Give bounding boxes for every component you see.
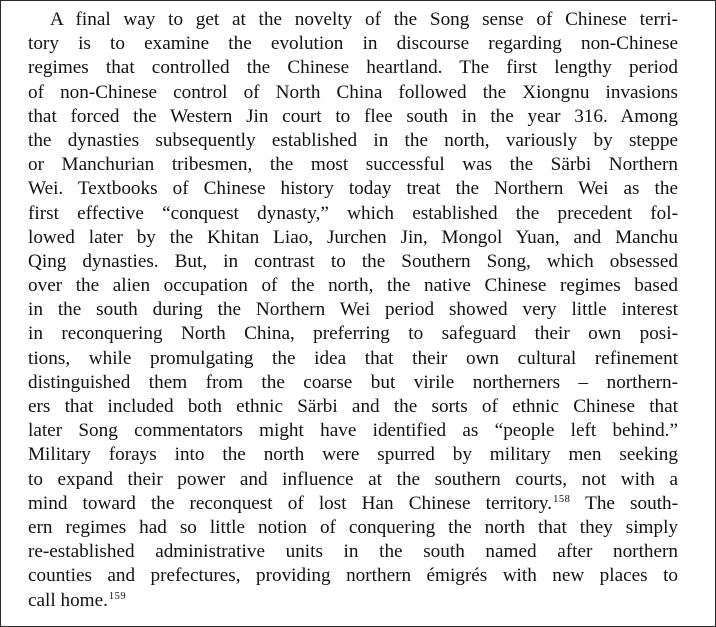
text-line: in the south during the Northern Wei period showed very little interest — [28, 299, 678, 321]
text-line: the dynasties subsequently established in the north, variously by steppe — [28, 129, 678, 151]
text-line: later Song commentators might have identified as “people left behind.” — [28, 420, 678, 442]
text-line-with-footnote — [28, 589, 678, 613]
text-line: regimes that controlled the Chinese heartland. The first lengthy period — [28, 57, 678, 79]
text-line: ers that included both ethnic Särbi and the sorts of ethnic Chinese that — [28, 396, 678, 417]
text-line: over the alien occupation of the north, the native Chinese regimes based — [28, 275, 678, 297]
text-line: distinguished them from the coarse but virile northerners – northern- — [28, 371, 678, 393]
line-text-before-footnote: mind toward the reconquest of lost Han Chinese territory. — [28, 492, 553, 514]
text-line: re-established administrative units in the south named after northern — [28, 541, 678, 563]
text-line: to expand their power and influence at the southern courts, not with a — [28, 468, 678, 490]
text-line: first effective “conquest dynasty,” which established the precedent fol- — [28, 202, 678, 224]
text-line-with-footnote — [28, 492, 678, 516]
text-line: Wei. Textbooks of Chinese history today treat the Northern Wei as the — [28, 178, 678, 200]
text-line: tory is to examine the evolution in discourse regarding non-Chinese — [28, 33, 678, 55]
text-line: A final way to get at the novelty of the Song sense of Chinese terri- — [50, 9, 678, 30]
text-line: lowed later by the Khitan Liao, Jurchen Jin, Mongol Yuan, and Manchu — [28, 226, 678, 248]
text-line: counties and prefectures, providing northern émigrés with new places to — [28, 565, 678, 587]
footnote-marker-158[interactable]: 158 — [553, 493, 571, 505]
text-line: Qing dynasties. But, in contrast to the Southern Song, which obsessed — [28, 250, 678, 272]
line-text-after-footnote: The south- — [570, 492, 679, 514]
text-line: tions, while promulgating the idea that their own cultural refinement — [28, 347, 678, 369]
text-line: or Manchurian tribesmen, the most successful was the Särbi Northern — [28, 154, 678, 176]
text-line: that forced the Western Jin court to flee south in the year 316. Among — [28, 105, 678, 127]
text-line: Military forays into the north were spurred by military men seeking — [28, 444, 678, 466]
text-line: of non-Chinese control of North China followed the Xiongnu invasions — [28, 81, 678, 103]
line-text-before-footnote: call home. — [28, 589, 108, 611]
body-paragraph — [28, 8, 678, 613]
footnote-marker-159[interactable]: 159 — [108, 590, 127, 602]
text-line: ern regimes had so little notion of conquering the north that they simply — [28, 516, 678, 538]
text-line: in reconquering North China, preferring to safeguard their own posi- — [28, 323, 678, 345]
